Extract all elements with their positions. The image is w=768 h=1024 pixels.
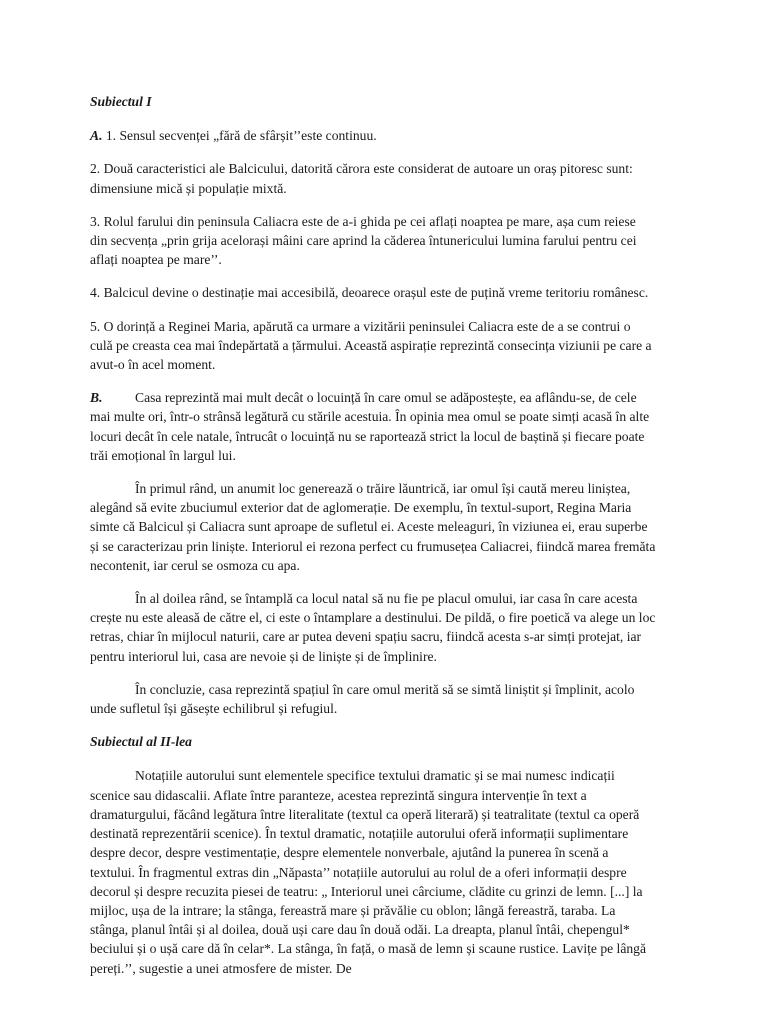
- essay-paragraph-argument-1: În primul rând, un anumit loc generează o trăire lăuntrică, iar omul își caută mereu liniștea, alegând să evite zbuciumul exterior dat de aglomerație. De exemplu, în textul-suport, Regina Maria simte că Balcicul și Caliacra sunt aproape de sufletul ei. Aceste meleaguri, în viziunea ei, erau superbe și se caracterizau prin liniște. Interiorul ei rezona perfect cu frumusețea Caliacrei, fiindcă marea fremăta necontenit, iar cerul se osmoza cu apa.: [90, 481, 656, 573]
- section-title-subiectul-2: Subiectul al II-lea: [90, 734, 192, 750]
- section-title-subiectul-1: Subiectul I: [90, 94, 152, 109]
- answer-item-3: 3. Rolul farului din peninsula Caliacra este de a-i ghida pe cei aflați noaptea pe mare, așa cum reiese din secvența „prin grija acelorași mâini care aprind la căderea întunericului lumina farului pentru cei aflați noaptea pe mare’’.: [90, 213, 637, 268]
- essay-paragraph-intro: [90, 388, 656, 465]
- answer-item-5: 5. O dorință a Reginei Maria, apărută ca urmare a vizitării peninsulei Caliacra este de a se contrui o culă pe creasta cea mai îndepărtată a țărmului. Această aspirație reprezintă consecința viziunii pe care a avut-o în acel moment.: [90, 318, 652, 373]
- essay-paragraph-intro-text: Casa reprezintă mai mult decât o locuință în care omul se adăpostește, ea aflându-se, de cele mai multe ori, într-o strânsă legătură cu stările acestuia. În opinia mea omul se poate simți acasă în alte locuri decât în cele natale, întrucât o locuință nu se raportează strict la locul de baștină și fiecare poate trăi emoțional în largul lui.: [90, 390, 650, 463]
- part-b-label: B.: [90, 390, 103, 406]
- answer-item-1-text: 1. Sensul secvenței „fără de sfârșit’’este continuu.: [105, 128, 377, 144]
- part-a-label: A.: [90, 128, 103, 144]
- answer-item-2: 2. Două caracteristici ale Balcicului, datorită cărora este considerat de autoare un oraș pitoresc sunt: dimensiune mică și populație mixtă.: [90, 161, 633, 196]
- essay-paragraph-conclusion: În concluzie, casa reprezintă spațiul în care omul merită să se simtă liniștit și împlinit, acolo unde sufletul își găsește echilibrul și refugiul.: [90, 681, 635, 717]
- answer-item-1: [90, 126, 656, 145]
- answer-item-4: 4. Balcicul devine o destinație mai accesibilă, deoarece orașul este de puțină vreme teritoriu românesc.: [90, 285, 649, 301]
- subiect-2-paragraph: Notațiile autorului sunt elementele specifice textului dramatic și se mai numesc indicații scenice sau didascalii. Aflate între paranteze, acestea reprezintă singura intervenție în text a dramaturgului, făcând legătura între literalitate (textul ca operă literară) și teatralitate (textul ca operă destinată reprezentării scenice). În textul dramatic, notațiile autorului oferă informații suplimentare despre decor, despre vestimentație, despre elementele nonverbale, ajutând la punerea în scenă a textului. În fragmentul extras din „Năpasta’’ notațiile autorului au rolul de a oferi informații despre decorul și despre recuzita piesei de teatru: „ Interiorul unei cârciume, clădite cu grinzi de lemn. [...] la mijloc, ușa de la intrare; la stânga, fereastră mare și prăvălie cu oblon; lângă fereastră, taraba. La stânga, planul întâi și al doilea, două uși care dau în două odăi. La dreapta, planul întâi, chepengul* beciului și o ușă care dă în celar*. La stânga, în față, o masă de lemn și scaune rustice. Lavițe pe lângă pereți.’’, sugestie a unei atmosfere de mister. De: [90, 768, 646, 976]
- essay-paragraph-argument-2: În al doilea rând, se întamplă ca locul natal să nu fie pe placul omului, iar casa în care acesta crește nu este aleasă de către el, ci este o întamplare a destinului. De pildă, o fire poetică va alege un loc retras, chiar în mijlocul naturii, care ar putea deveni spațiu sacru, fiindcă acesta s-ar simți protejat, iar pentru interiorul lui, casa are nevoie și de liniște și de împlinire.: [90, 591, 656, 664]
